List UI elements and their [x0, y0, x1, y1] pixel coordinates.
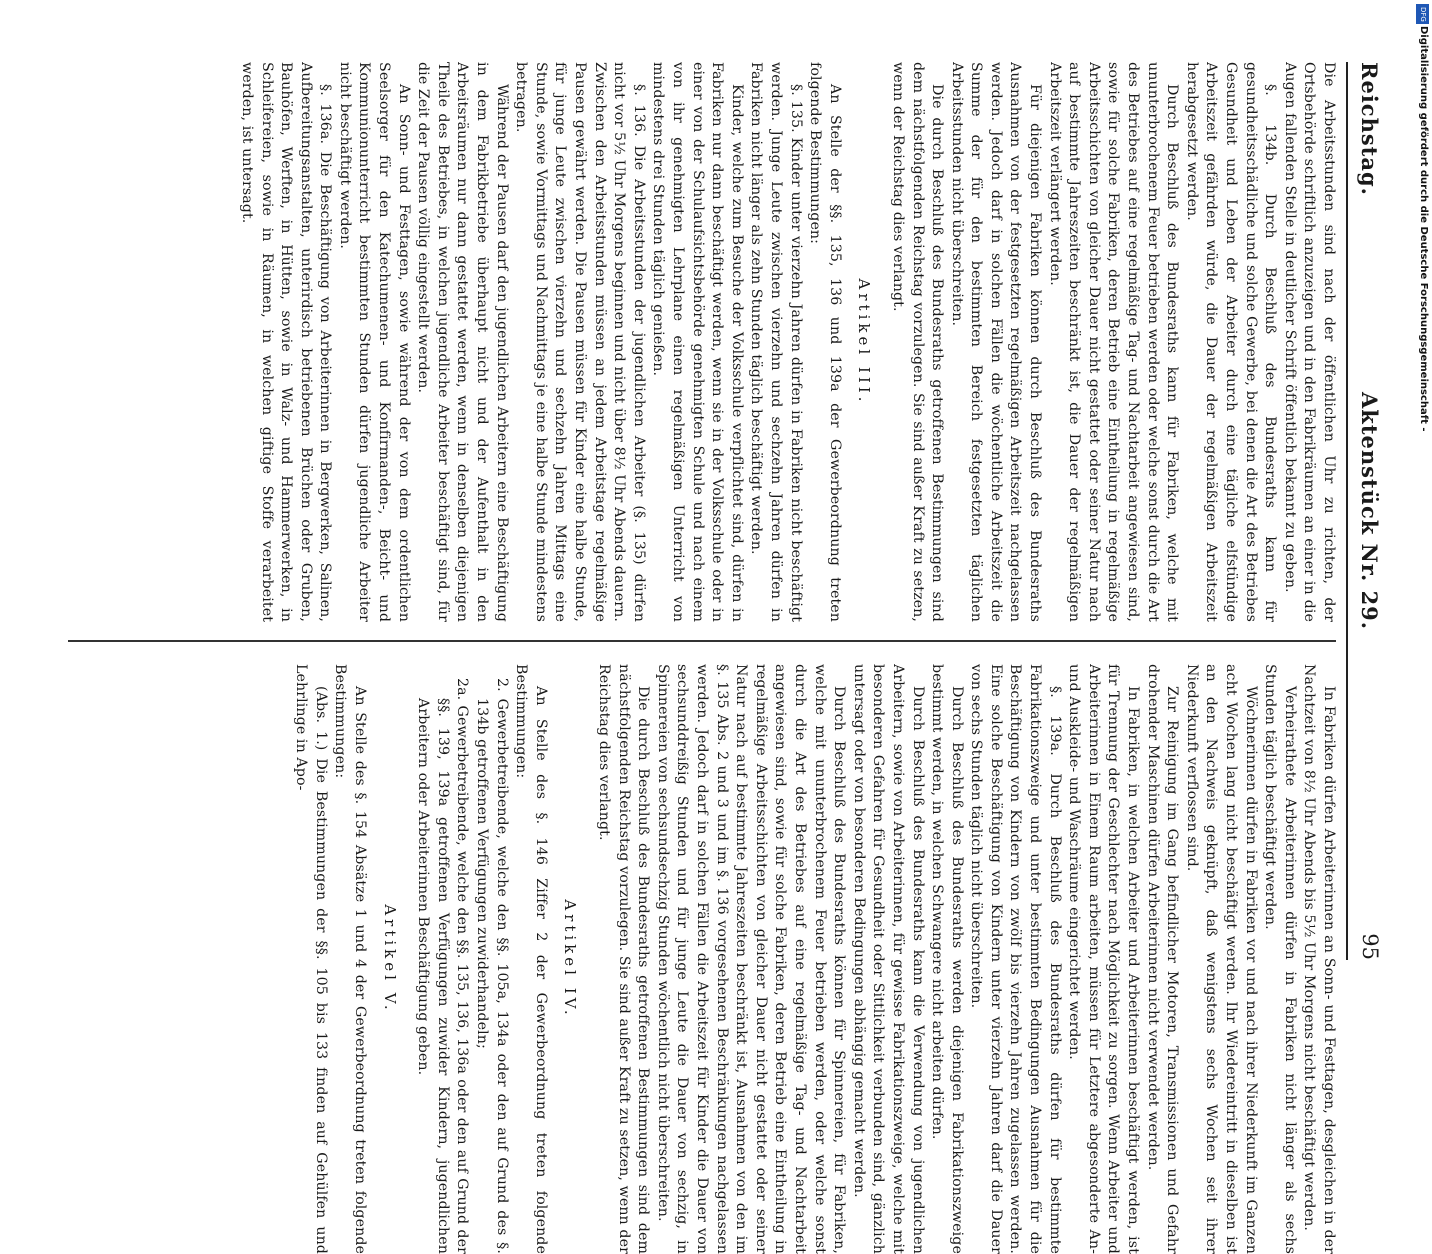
paragraph: §. 136a. Die Beschäftigung von Arbeiterinnen in Bergwerken, Salinen, Aufbereitungsanstalten, unterirdisch betriebenen Brüchen oder Gruben, Bauhöfen, Werften, in Hütten, sowie in Walz- und Hammerwerken, in Schleifereien, sowie in Räumen, in welchen giftige Stoffe verarbeitet werden, ist untersagt.: [238, 62, 334, 622]
article-heading: Artikel III.: [855, 278, 874, 406]
header-aktenstueck: Aktenstück Nr. 29.: [1357, 392, 1382, 631]
article-heading: Artikel V.: [380, 904, 399, 1014]
column-divider: [68, 640, 1336, 642]
paragraph: An Stelle des §. 154 Absätze 1 und 4 der Gewerbeordnung treten folgende Bestimmungen:: [332, 664, 369, 1254]
list-item: 2a. Gewerbetreibende, welche den §§. 135, 136, 136a oder den auf Grund der §§. 139, 139a getroffenen Verfügungen zuwider Kindern, jugendlichen Arbeitern oder Arbeiterinnen Beschäftigung geben.: [415, 678, 471, 1254]
paragraph: §. 135. Kinder unter vierzehn Jahren dürfen in Fabriken nicht beschäftigt werden. Junge Leute zwischen vierzehn und sechzehn Jahren dürfen in Fabriken nicht länger als zehn Stunden täglich beschäftigt werden.: [748, 62, 804, 622]
right-column: [63, 664, 1338, 1254]
digitization-credit: Digitalisierung gefördert durch die Deutsche Forschungsgemeinschaft -: [1418, 26, 1429, 432]
header-reichstag: Reichstag.: [1357, 62, 1382, 196]
running-head: [1352, 62, 1382, 960]
paragraph: (Abs. 1.) Die Bestimmungen der §§. 105 bis 133 finden auf Gehülfen und Lehrlinge in Apo-: [293, 664, 329, 1254]
header-rule: [1346, 62, 1348, 960]
paragraph: Kinder, welche zum Besuche der Volksschule verpflichtet sind, dürfen in Fabriken nur dann beschäftigt werden, wenn sie in der Volksschule oder in einer von der Schulaufsichtsbehörde genehmigten Schule und nach einem von ihr genehmigten Lehrplane einen regelmäßigen Unterricht von mindestens drei Stunden täglich genießen.: [650, 62, 745, 622]
paragraph: Für diejenigen Fabriken können durch Beschluß des Bundesraths Ausnahmen von der festgesetzten regelmäßigen Arbeitszeit nachgelassen werden. Jedoch darf in solchen Fällen die wöchentliche Arbeitszeit die Summe der für den bestimmten Bereich festgesetzten täglichen Arbeitsstunden nicht überschreiten.: [948, 62, 1044, 622]
paragraph: Verheirathete Arbeiterinnen dürfen in Fabriken nicht länger als sechs Stunden täglich beschäftigt werden.: [1262, 664, 1298, 1254]
paragraph: §. 134b. Durch Beschluß des Bundesraths kann für gesundheitsschädliche und solche Gewerbe, bei denen die Art des Betriebes Gesundheit und Leben der Arbeiter durch eine tägliche elfstündige Arbeitszeit gefährden würde, die Dauer der regelmäßigen Arbeitszeit herabgesetzt werden.: [1183, 62, 1279, 622]
paragraph: Durch Beschluß des Bundesraths können für Spinnereien, für Fabriken, welche mit ununterbrochenem Feuer betrieben werden, oder welche sonst durch die Art des Betriebes auf eine regelmäßige Tag- und Nachtarbeit angewiesen sind, sowie für solche Fabriken, deren Betrieb eine Eintheilung in regelmäßige Arbeitsschichten von gleicher Dauer nicht gestattet oder seiner Natur nach auf bestimmte Jahreszeiten beschränkt ist, Ausnahmen von den im §. 135 Abs. 2 und 3 und im §. 136 vorgesehenen Beschränkungen nachgelassen werden. Jedoch darf in solchen Fällen die Arbeitszeit für Kinder die Dauer von sechsunddreißig Stunden und für junge Leute die Dauer von sechzig, in Spinnereien von sechsundsechzig Stunden wöchentlich nicht überschreiten.: [654, 664, 848, 1254]
page-number: 95: [1358, 933, 1382, 960]
paragraph: An Stelle des §. 146 Ziffer 2 der Gewerbeordnung treten folgende Bestimmungen:: [513, 664, 549, 1254]
paragraph: Während der Pausen darf den jugendlichen Arbeitern eine Beschäftigung in dem Fabrikbetriebe überhaupt nicht und der Aufenthalt in den Arbeitsräumen nur dann gestattet werden, wenn in denselben diejenigen Theile des Betriebes, in welchen jugendliche Arbeiter beschäftigt sind, für die Zeit der Pausen völlig eingestellt werden.: [415, 62, 510, 622]
paragraph: Wöchnerinnen dürfen in Fabriken vor und nach ihrer Niederkunft im Ganzen acht Wochen lang nicht beschäftigt werden. Ihr Wiedereintritt in dieselben ist an den Nachweis geknüpft, daß wenigstens sechs Wochen seit ihrer Niederkunft verflossen sind.: [1183, 664, 1259, 1254]
paragraph: Durch Beschluß des Bundesraths werden diejenigen Fabrikationszweige bestimmt werden, in welchen Schwangere nicht arbeiten dürfen.: [929, 664, 965, 1254]
list-item: 2. Gewerbetreibende, welche den §§. 105a, 134a oder den auf Grund des §. 134b getroffenen Verfügungen zuwiderhandeln;: [474, 678, 510, 1254]
paragraph: Durch Beschluß des Bundesraths kann die Verwendung von jugendlichen Arbeitern, sowie von Arbeiterinnen, für gewisse Fabrikationszweige, welche mit besonderen Gefahren für Gesundheit oder Sittlichkeit verbunden sind, gänzlich untersagt oder von besonderen Bedingungen abhängig gemacht werden.: [850, 664, 926, 1254]
paragraph: In Fabriken, in welchen Arbeiter und Arbeiterinnen beschäftigt werden, ist für Trennung der Geschlechter nach Möglichkeit zu sorgen. Wenn Arbeiter und Arbeiterinnen in Einem Raum arbeiten, müssen für Letztere abgesonderte An- und Auskleide- und Waschräume eingerichtet werden.: [1066, 664, 1142, 1254]
paragraph: §. 139a. Durch Beschluß des Bundesraths dürfen für bestimmte Fabrikationszweige und unter bestimmten Bedingungen Ausnahmen für die Beschäftigung von Kindern von zwölf bis vierzehn Jahren zugelassen werden. Eine solche Beschäftigung von Kindern unter vierzehn Jahren darf die Dauer von sechs Stunden täglich nicht überschreiten.: [968, 664, 1063, 1254]
paragraph: §. 136. Die Arbeitsstunden der jugendlichen Arbeiter (§. 135) dürfen nicht vor 5½ Uhr Morgens beginnen und nicht über 8½ Uhr Abends dauern. Zwischen den Arbeitsstunden müssen an jedem Arbeitstage regelmäßige Pausen gewährt werden. Die Pausen müssen für Kinder eine halbe Stunde, für junge Leute zwischen vierzehn und sechzehn Jahren Mittags eine Stunde, sowie Vormittags und Nachmittags je eine halbe Stunde mindestens betragen.: [513, 62, 647, 622]
paragraph: Zur Reinigung im Gang befindlicher Motoren, Transmissionen und Gefahr drohender Maschinen dürfen Arbeiterinnen nicht verwendet werden.: [1144, 664, 1181, 1254]
left-column: [63, 62, 1338, 622]
paragraph: An Sonn- und Festtagen, sowie während der von dem ordentlichen Seelsorger für den Katechumenen- und Konfirmanden-, Beicht- und Kommunionunterricht bestimmten Stunden dürfen jugendliche Arbeiter nicht beschäftigt werden.: [336, 62, 412, 622]
paragraph: An Stelle der §§. 135, 136 und 139a der Gewerbeordnung treten folgende Bestimmungen:: [807, 62, 843, 622]
dfg-logo: DFG: [1416, 4, 1429, 24]
paragraph: Durch Beschluß des Bundesraths kann für Fabriken, welche mit ununterbrochenem Feuer betrieben werden oder welche sonst durch die Art des Betriebes auf eine regelmäßige Tag- und Nachtarbeit angewiesen sind, sowie für solche Fabriken, deren Betrieb eine Eintheilung in regelmäßige Arbeitsschichten von gleicher Dauer nicht gestattet oder seiner Natur nach auf bestimmte Jahreszeiten beschränkt ist, die Dauer der regelmäßigen Arbeitszeit verlängert werden.: [1046, 62, 1181, 622]
paragraph: Die durch Beschluß des Bundesraths getroffenen Bestimmungen sind dem nächstfolgenden Reichstag vorzulegen. Sie sind außer Kraft zu setzen, wenn der Reichstag dies verlangt.: [596, 664, 652, 1254]
paragraph: Die durch Beschluß des Bundesraths getroffenen Bestimmungen sind dem nächstfolgenden Reichstag vorzulegen. Sie sind außer Kraft zu setzen, wenn der Reichstag dies verlangt.: [889, 62, 946, 622]
article-heading: Artikel IV.: [561, 899, 580, 1019]
paragraph: In Fabriken dürfen Arbeiterinnen an Sonn- und Festtagen, desgleichen in der Nachtzeit von 8½ Uhr Abends bis 5½ Uhr Morgens nicht beschäftigt werden.: [1301, 664, 1337, 1254]
paragraph: Die Arbeitsstunden sind nach der öffentlichen Uhr zu richten, der Ortsbehörde schriftlich anzuzeigen und in den Fabrikräumen an einer in die Augen fallenden Stelle in deutlicher Schrift öffentlich bekannt zu geben.: [1281, 62, 1337, 622]
